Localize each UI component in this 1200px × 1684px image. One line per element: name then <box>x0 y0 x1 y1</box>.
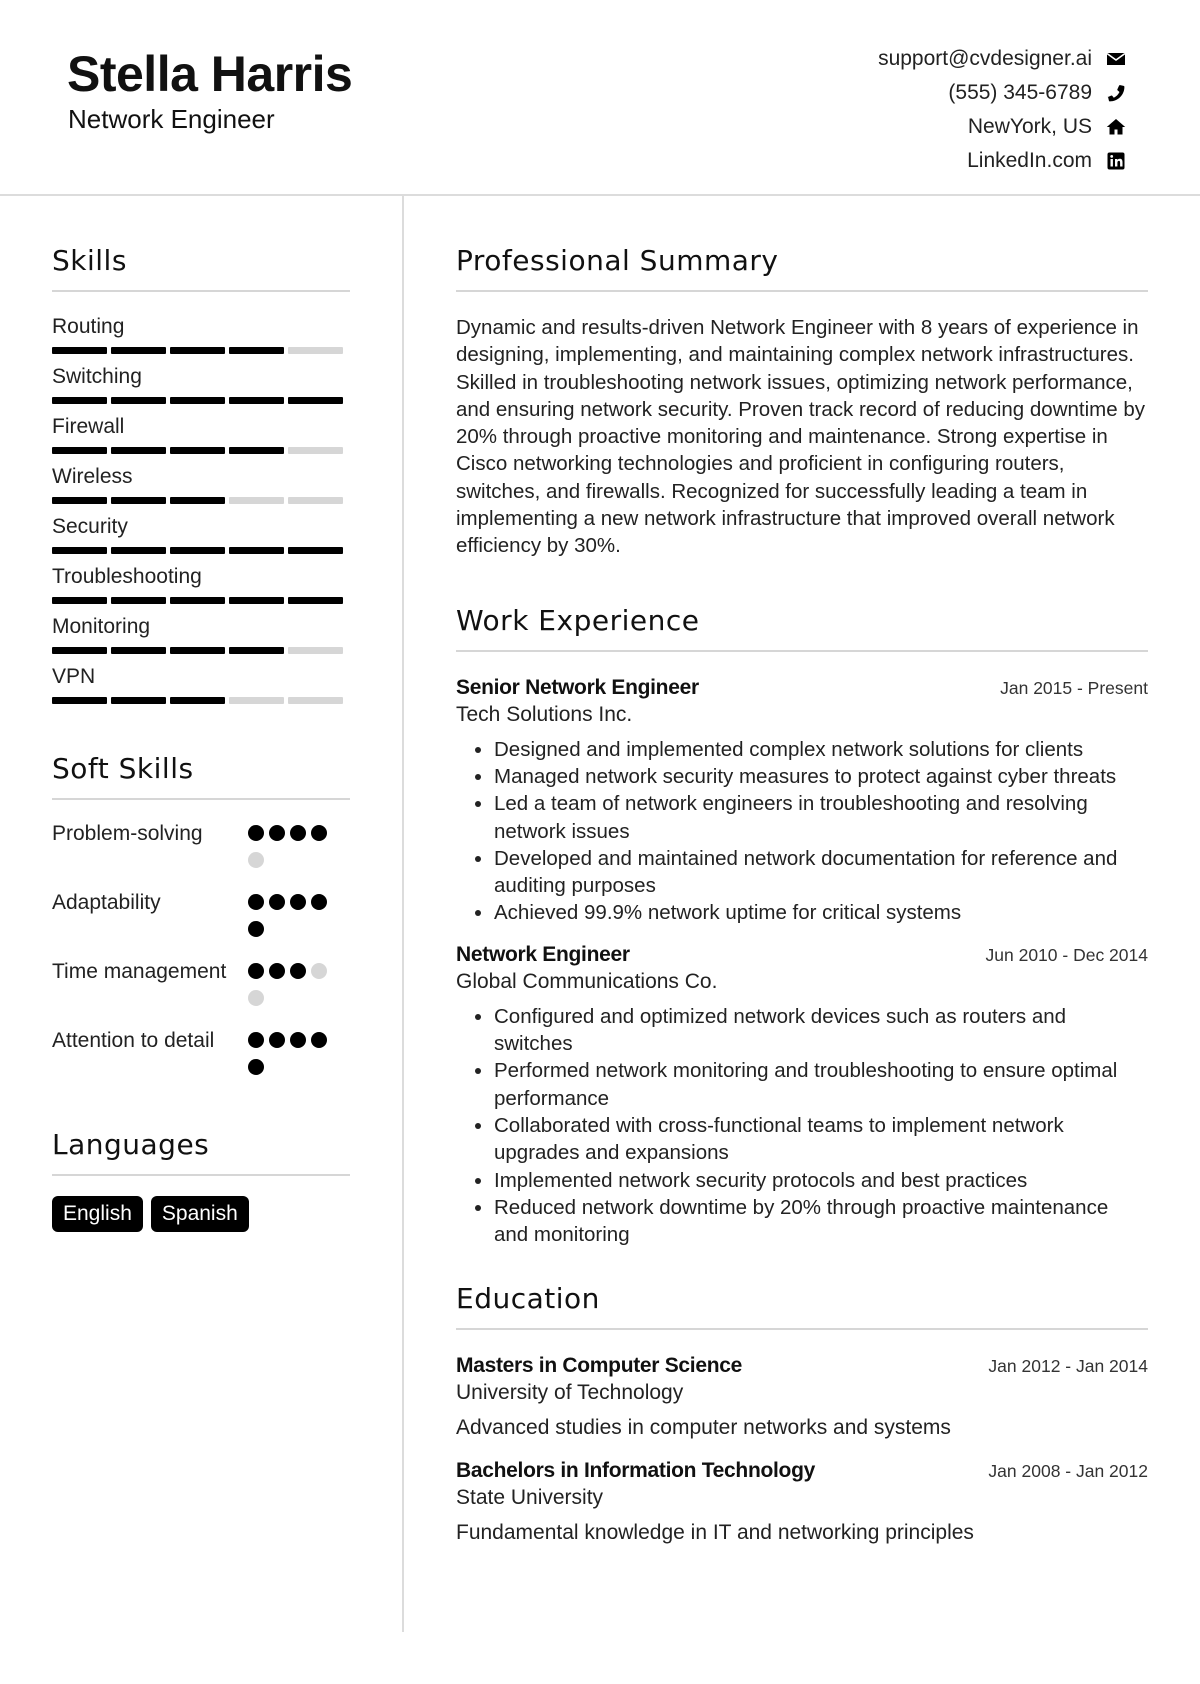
summary-heading: Professional Summary <box>456 244 779 277</box>
skill-level-segment <box>170 547 225 554</box>
rating-dot <box>290 1032 306 1048</box>
skill-level-segment <box>52 497 107 504</box>
skill-level-segment <box>170 647 225 654</box>
rating-dot <box>311 1032 327 1048</box>
rating-dot <box>248 921 264 937</box>
skill-level-segment <box>111 547 166 554</box>
skill-item <box>52 614 350 664</box>
skill-level-segment <box>229 347 284 354</box>
skill-level-segment <box>288 597 343 604</box>
skill-level-bar <box>52 397 350 404</box>
job-responsibilities <box>456 736 1148 927</box>
resume-header <box>0 0 1200 196</box>
job-title: Network Engineer <box>456 942 630 966</box>
skill-level-segment <box>288 397 343 404</box>
skill-level-segment <box>229 397 284 404</box>
rating-dot <box>269 1032 285 1048</box>
rating-dot <box>269 894 285 910</box>
soft-skill-name: Adaptability <box>52 891 161 914</box>
responsibility-item: • Led a team of network engineers in troubleshooting and resolving network issues <box>494 790 1148 845</box>
degree-title: Masters in Computer Science <box>456 1354 742 1378</box>
contact-linkedin-text[interactable]: LinkedIn.com <box>967 149 1092 172</box>
soft-skill-rating <box>248 1027 338 1086</box>
soft-skills-heading: Soft Skills <box>52 752 194 785</box>
education-entry <box>456 1457 1148 1546</box>
main-content <box>456 244 1148 1562</box>
education-list <box>456 1352 1148 1546</box>
skill-level-segment <box>229 647 284 654</box>
skill-level-segment <box>288 697 343 704</box>
skill-level-segment <box>52 347 107 354</box>
skill-level-segment <box>229 697 284 704</box>
sidebar <box>52 244 350 1232</box>
skill-name: Security <box>52 515 128 538</box>
contact-list <box>626 42 1126 178</box>
responsibility-item: • Performed network monitoring and troubleshooting to ensure optimal performance <box>494 1057 1148 1112</box>
skill-name: Switching <box>52 365 142 388</box>
skill-level-segment <box>229 597 284 604</box>
skill-level-segment <box>229 447 284 454</box>
rating-dot <box>311 894 327 910</box>
skill-item <box>52 564 350 614</box>
skill-name: Monitoring <box>52 615 151 638</box>
skills-heading: Skills <box>52 244 127 277</box>
contact-phone-text[interactable]: (555) 345-6789 <box>948 81 1092 104</box>
skill-level-segment <box>52 447 107 454</box>
skills-divider <box>52 290 350 292</box>
education-description: Advanced studies in computer networks and systems <box>456 1416 951 1440</box>
skill-level-bar <box>52 597 350 604</box>
skill-level-segment <box>288 647 343 654</box>
skill-item <box>52 364 350 414</box>
responsibility-item: • Designed and implemented complex network solutions for clients <box>494 736 1148 763</box>
skill-level-segment <box>111 397 166 404</box>
contact-linkedin[interactable] <box>626 144 1126 178</box>
skill-level-segment <box>111 347 166 354</box>
skills-list <box>52 314 350 714</box>
experience-heading: Work Experience <box>456 603 700 637</box>
responsibility-item: • Implemented network security protocols and best practices <box>494 1167 1148 1194</box>
company-name: Global Communications Co. <box>456 969 718 993</box>
responsibility-item: • Collaborated with cross-functional teams to implement network upgrades and expansions <box>494 1112 1148 1167</box>
responsibility-item: • Achieved 99.9% network uptime for critical systems <box>494 899 1148 926</box>
summary-divider <box>456 290 1148 292</box>
rating-dot <box>248 1059 264 1075</box>
job-title: Senior Network Engineer <box>456 675 699 699</box>
experience-entry-header <box>456 674 1148 701</box>
languages-heading: Languages <box>52 1128 210 1161</box>
envelope-icon <box>1106 49 1126 69</box>
education-section <box>456 1282 1148 1546</box>
contact-email-text[interactable]: support@cvdesigner.ai <box>878 47 1092 70</box>
contact-location <box>626 110 1126 144</box>
soft-skills-section <box>52 752 350 1086</box>
education-dates: Jan 2012 - Jan 2014 <box>988 1356 1148 1377</box>
responsibility-item: • Developed and maintained network documentation for reference and auditing purposes <box>494 845 1148 900</box>
linkedin-icon <box>1106 151 1126 171</box>
skill-level-bar <box>52 647 350 654</box>
responsibility-item: • Reduced network downtime by 20% through proactive maintenance and monitoring <box>494 1194 1148 1249</box>
skill-level-segment <box>170 597 225 604</box>
contact-phone[interactable] <box>626 76 1126 110</box>
rating-dot <box>311 963 327 979</box>
skill-level-segment <box>111 647 166 654</box>
rating-dot <box>248 852 264 868</box>
soft-skill-rating <box>248 820 338 879</box>
language-badge: English <box>52 1196 143 1232</box>
job-responsibilities <box>456 1003 1148 1249</box>
soft-skills-divider <box>52 798 350 800</box>
skill-level-bar <box>52 547 350 554</box>
experience-entry <box>456 674 1148 927</box>
rating-dot <box>248 1032 264 1048</box>
experience-divider <box>456 650 1148 652</box>
responsibility-item: • Configured and optimized network devices such as routers and switches <box>494 1003 1148 1058</box>
soft-skill-item <box>52 958 350 1017</box>
company-name: Tech Solutions Inc. <box>456 702 633 726</box>
contact-email[interactable] <box>626 42 1126 76</box>
rating-dot <box>290 963 306 979</box>
skill-level-segment <box>229 547 284 554</box>
skill-name: VPN <box>52 665 96 688</box>
skill-level-segment <box>52 647 107 654</box>
rating-dot <box>248 825 264 841</box>
skill-level-segment <box>170 497 225 504</box>
skill-name: Wireless <box>52 465 133 488</box>
job-dates: Jun 2010 - Dec 2014 <box>985 944 1148 965</box>
languages-divider <box>52 1174 350 1176</box>
education-dates: Jan 2008 - Jan 2012 <box>988 1461 1148 1482</box>
candidate-title: Network Engineer <box>68 104 275 134</box>
rating-dot <box>269 963 285 979</box>
skill-level-segment <box>170 447 225 454</box>
education-description: Fundamental knowledge in IT and networking principles <box>456 1521 974 1545</box>
skill-name: Firewall <box>52 415 125 438</box>
summary-text: Dynamic and results-driven Network Engineer with 8 years of experience in designing, implementing, and maintaining complex network infrastructures. Skilled in troubleshooting network issues, optimizing network performance, and ensuring network security. Proven track record of reducing downtime by 20% through proactive monitoring and maintenance. Strong expertise in Cisco networking technologies and proficient in configuring routers, switches, and firewalls. Recognized for successfully leading a team in implementing a new network infrastructure that improved overall network efficiency by 30%. <box>456 316 1145 558</box>
skill-level-bar <box>52 697 350 704</box>
experience-list <box>456 674 1148 1249</box>
experience-section <box>456 604 1148 1249</box>
education-entry-header <box>456 1352 1148 1379</box>
rating-dot <box>290 894 306 910</box>
column-divider <box>402 196 404 1632</box>
school-name: State University <box>456 1486 604 1510</box>
experience-entry-header <box>456 941 1148 968</box>
rating-dot <box>248 990 264 1006</box>
skill-level-bar <box>52 347 350 354</box>
skill-level-segment <box>111 697 166 704</box>
skill-item <box>52 464 350 514</box>
skill-item <box>52 314 350 364</box>
skill-level-segment <box>288 347 343 354</box>
education-heading: Education <box>456 1282 600 1316</box>
skill-level-segment <box>170 697 225 704</box>
rating-dot <box>248 894 264 910</box>
skill-item <box>52 514 350 564</box>
responsibility-item: • Managed network security measures to protect against cyber threats <box>494 763 1148 790</box>
soft-skill-rating <box>248 889 338 948</box>
rating-dot <box>248 963 264 979</box>
skill-level-segment <box>170 397 225 404</box>
skill-level-segment <box>52 697 107 704</box>
skill-level-segment <box>52 597 107 604</box>
job-dates: Jan 2015 - Present <box>1000 677 1148 698</box>
summary-section <box>456 244 1148 560</box>
contact-location-text: NewYork, US <box>967 115 1092 138</box>
soft-skill-item <box>52 1027 350 1086</box>
rating-dot <box>290 825 306 841</box>
skill-level-segment <box>288 497 343 504</box>
education-divider <box>456 1328 1148 1330</box>
skill-level-segment <box>111 597 166 604</box>
skill-level-segment <box>52 397 107 404</box>
candidate-name: Stella Harris <box>67 46 353 102</box>
soft-skill-rating <box>248 958 338 1017</box>
skill-item <box>52 414 350 464</box>
skill-level-segment <box>111 497 166 504</box>
language-badge: Spanish <box>151 1196 249 1232</box>
skill-level-segment <box>288 547 343 554</box>
education-entry-header <box>456 1457 1148 1484</box>
skill-name: Troubleshooting <box>52 565 202 588</box>
skill-level-segment <box>170 347 225 354</box>
skill-level-segment <box>111 447 166 454</box>
soft-skill-name: Time management <box>52 960 227 983</box>
skill-level-bar <box>52 497 350 504</box>
skill-item <box>52 664 350 714</box>
skill-name: Routing <box>52 315 125 338</box>
soft-skill-item <box>52 820 350 879</box>
skill-level-segment <box>52 547 107 554</box>
phone-icon <box>1106 83 1126 103</box>
degree-title: Bachelors in Information Technology <box>456 1459 815 1483</box>
soft-skill-name: Problem-solving <box>52 822 203 845</box>
rating-dot <box>311 825 327 841</box>
skill-level-segment <box>229 497 284 504</box>
languages-section <box>52 1128 350 1232</box>
languages-list <box>52 1196 350 1232</box>
skills-section <box>52 244 350 714</box>
education-entry <box>456 1352 1148 1441</box>
school-name: University of Technology <box>456 1381 684 1405</box>
skill-level-segment <box>288 447 343 454</box>
skill-level-bar <box>52 447 350 454</box>
rating-dot <box>269 825 285 841</box>
soft-skill-name: Attention to detail <box>52 1029 215 1052</box>
experience-entry <box>456 941 1148 1249</box>
home-icon <box>1106 117 1126 137</box>
soft-skills-list <box>52 820 350 1086</box>
soft-skill-item <box>52 889 350 948</box>
